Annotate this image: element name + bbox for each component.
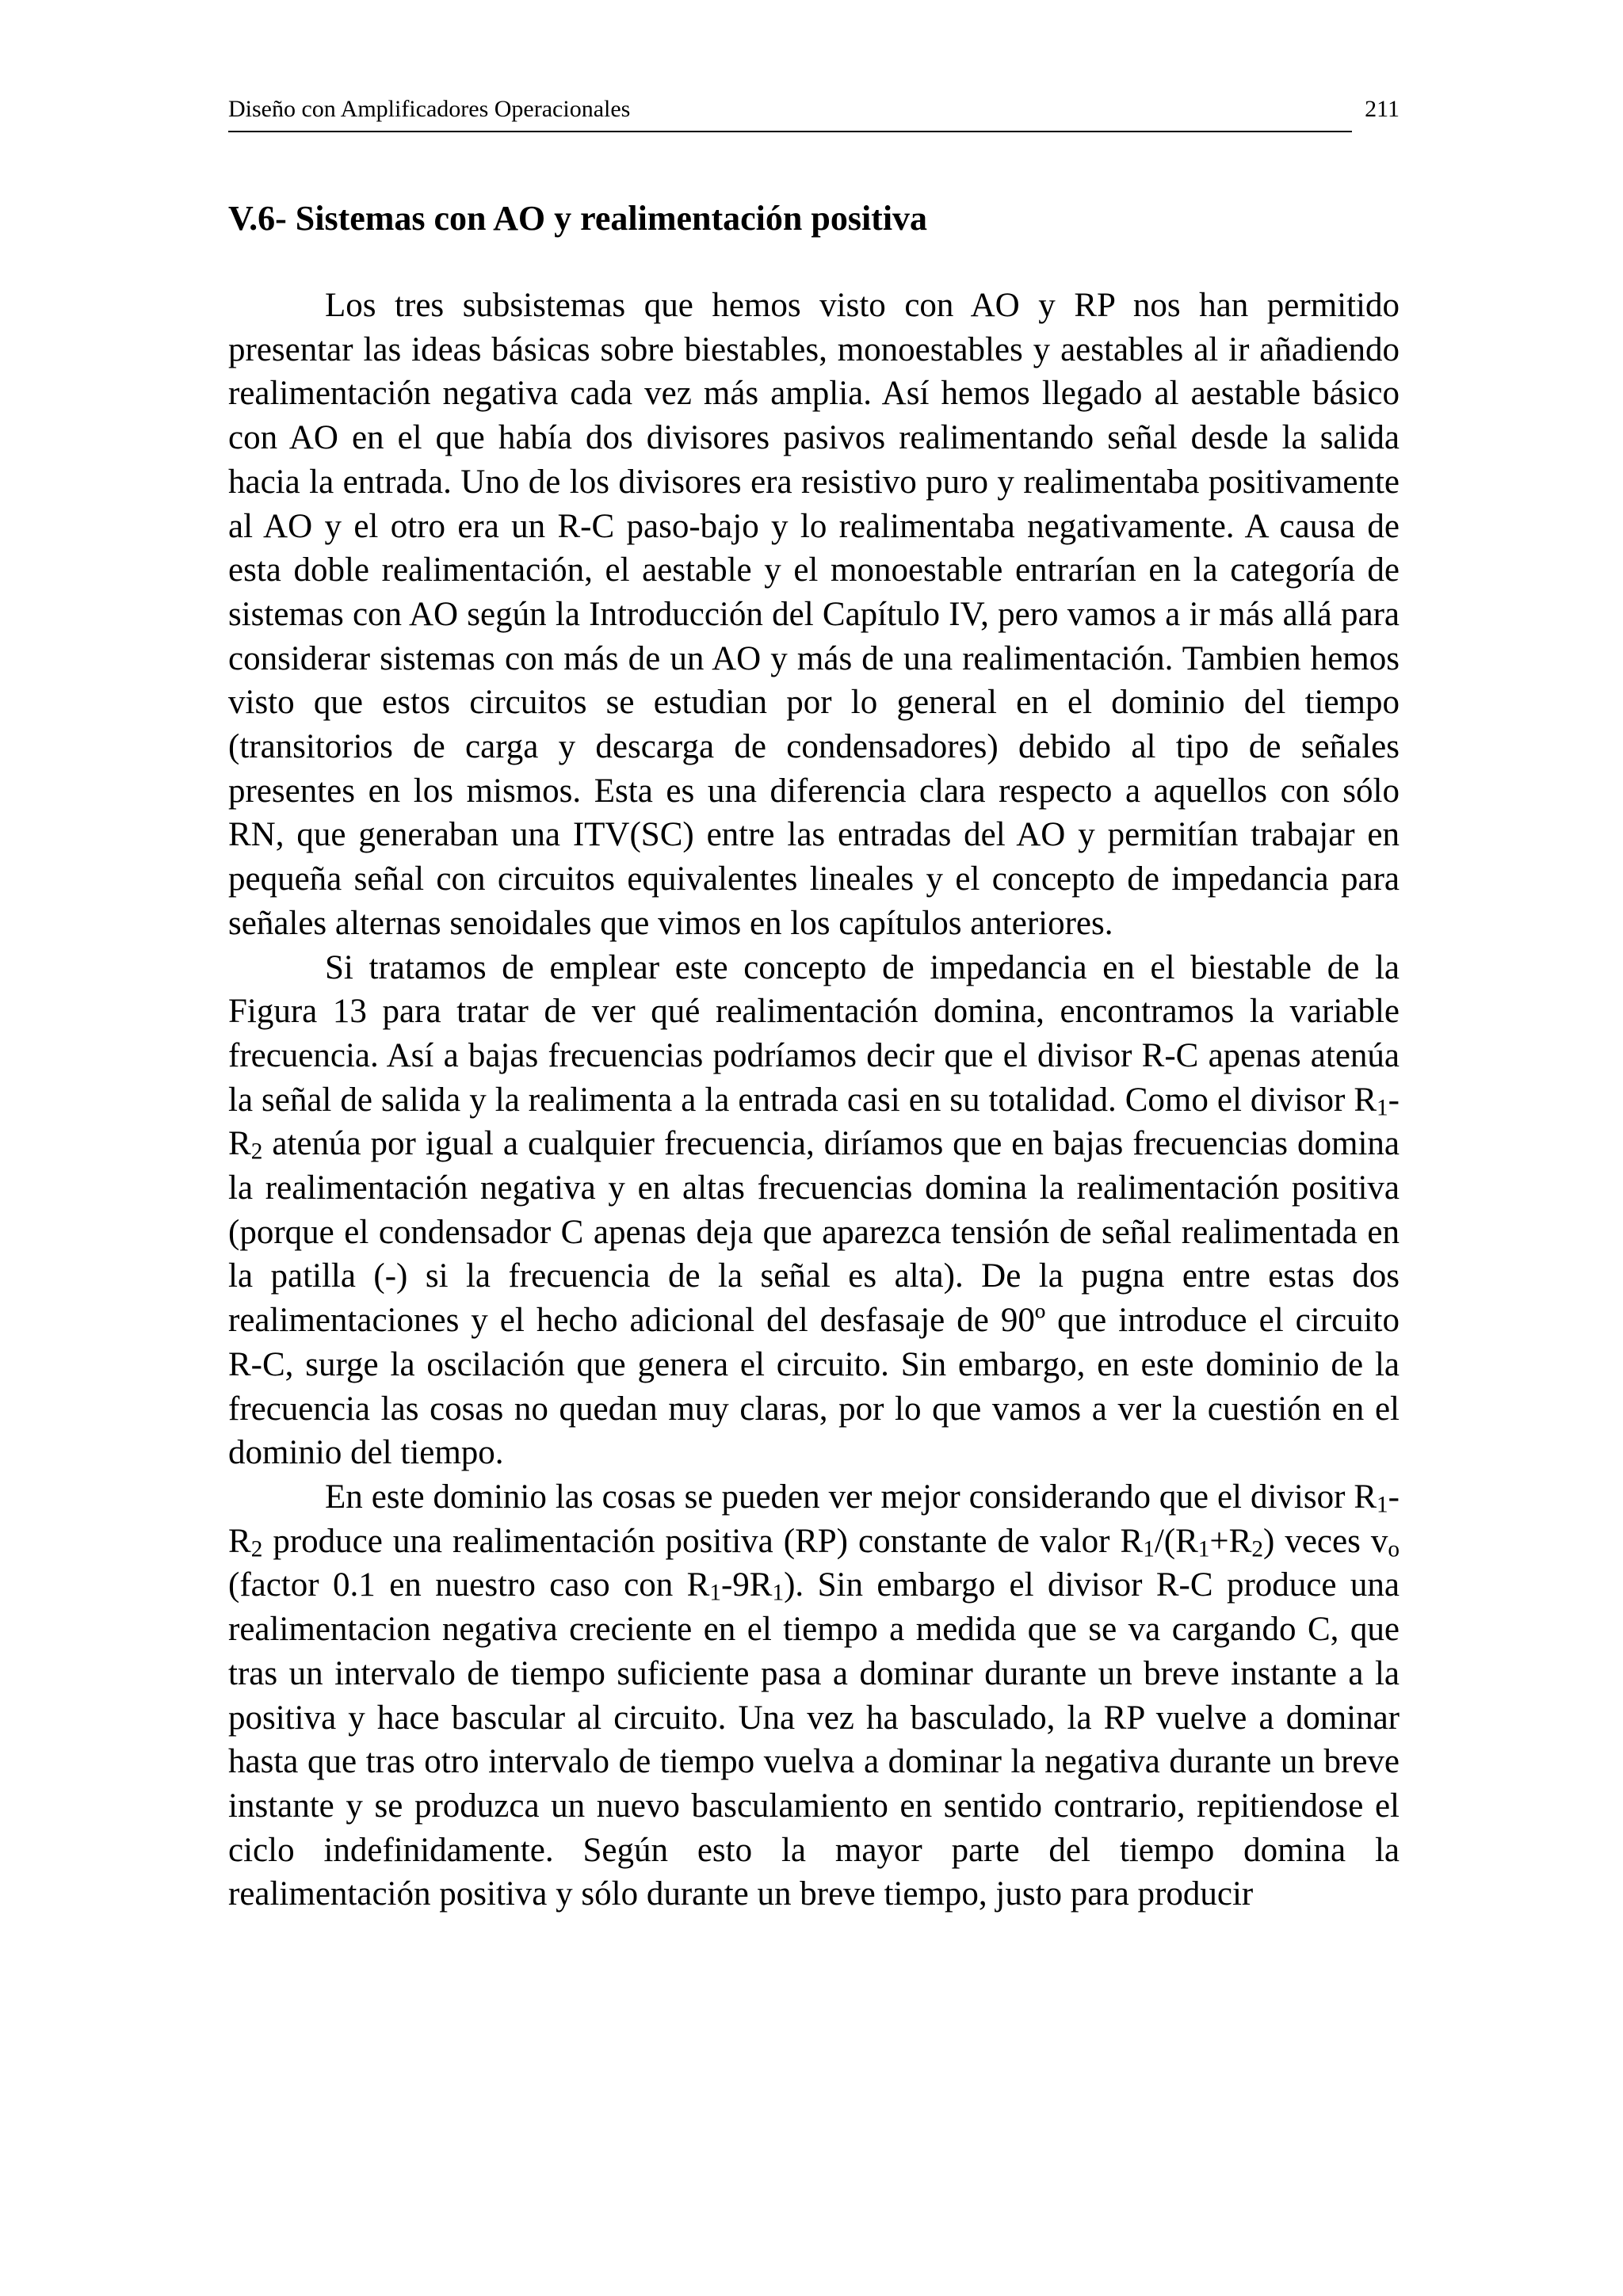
subscript: 2 (250, 1138, 263, 1165)
text-run: ) veces v (1262, 1522, 1388, 1560)
text-run: -R (228, 1081, 1400, 1163)
header-rule (228, 131, 1352, 132)
subscript: 1 (1197, 1535, 1210, 1562)
section-title: V.6- Sistemas con AO y realimentación positiva (228, 199, 928, 238)
text-run: -R (228, 1478, 1400, 1560)
running-header (228, 93, 1400, 125)
body-text (228, 284, 1400, 1917)
subscript: 1 (1377, 1094, 1388, 1120)
text-run: produce una realimentación positiva (RP) constante de valor R (262, 1522, 1144, 1560)
text-run: -9R (720, 1566, 773, 1604)
text-run: ). Sin embargo el divisor R-C produce una realimentacion negativa creciente en el tiempo a medida que se va cargando C, que tras un intervalo de tiempo suficiente pasa a dominar durante un breve instante a la positiva y hace bascular al circuito. Una vez ha basculado, la RP vuelve a dominar hasta que tras otro intervalo de tiempo vuelva a dominar la negativa durante un breve instante y se produzca un nuevo basculamiento en sentido contrario, repitiendose el ciclo indefinidamente. Según esto la mayor parte del tiempo domina la realimentación positiva y sólo durante un breve tiempo, justo para producir (228, 1566, 1400, 1913)
subscript: 1 (1377, 1492, 1388, 1518)
subscript: 1 (1143, 1535, 1155, 1562)
subscript: o (1388, 1535, 1400, 1562)
text-run: +R (1209, 1522, 1252, 1560)
text-run: /(R (1154, 1522, 1198, 1560)
running-header-title: Diseño con Amplificadores Operacionales (228, 96, 631, 122)
paragraph-3 (228, 1475, 1400, 1917)
paragraph-1: Los tres subsistemas que hemos visto con AO y RP nos han permitido presentar las ideas básicas sobre biestables, monoestables y aestables al ir añadiendo realimentación negativa cada vez más amplia. Así hemos llegado al aestable básico con AO en el que había dos divisores pasivos realimentando señal desde la salida hacia la entrada. Uno de los divisores era resistivo puro y realimentaba positivamente al AO y el otro era un R-C paso-bajo y lo realimentaba negativamente. A causa de esta doble realimentación, el aestable y el monoestable entrarían en la categoría de sistemas con AO según la Introducción del Capítulo IV, pero vamos a ir más allá para considerar sistemas con más de un AO y más de una realimentación. Tambien hemos visto que estos circuitos se estudian por lo general en el dominio del tiempo (transitorios de carga y descarga de condensadores) debido al tipo de señales presentes en los mismos. Esta es una diferencia clara respecto a aquellos con sólo RN, que generaban una ITV(SC) entre las entradas del AO y permitían trabajar en pequeña señal con circuitos equivalentes lineales y el concepto de impedancia para señales alternas senoidales que vimos en los capítulos anteriores. (228, 287, 1400, 942)
text-run: Si tratamos de emplear este concepto de impedancia en el biestable de la Figura 13 para tratar de ver qué realimentación domina, encontramos la variable frecuencia. Así a bajas frecuencias podríamos decir que el divisor R-C apenas atenúa la señal de salida y la realimenta a la entrada casi en su totalidad. Como el divisor R (228, 948, 1400, 1119)
text-run: atenúa por igual a cualquier frecuencia, diríamos que en bajas frecuencias domina la realimentación negativa y en altas frecuencias domina la realimentación positiva (porque el condensador C apenas deja que aparezca tensión de señal realimentada en la patilla (-) si la frecuencia de la señal es alta). De la pugna entre estas dos realimentaciones y el hecho adicional del desfasaje de 90º que introduce el circuito R-C, surge la oscilación que genera el circuito. Sin embargo, en este dominio de la frecuencia las cosas no quedan muy claras, por lo que vamos a ver la cuestión en el dominio del tiempo. (228, 1125, 1400, 1472)
subscript: 2 (1251, 1535, 1263, 1562)
subscript: 2 (250, 1535, 263, 1562)
subscript: 1 (709, 1580, 721, 1606)
text-run: (factor 0.1 en nuestro caso con R (228, 1566, 710, 1604)
subscript: 1 (772, 1580, 785, 1606)
text-run: En este dominio las cosas se pueden ver mejor considerando que el divisor R (325, 1478, 1377, 1516)
paragraph-2 (228, 946, 1400, 1475)
page-number: 211 (1365, 96, 1400, 122)
